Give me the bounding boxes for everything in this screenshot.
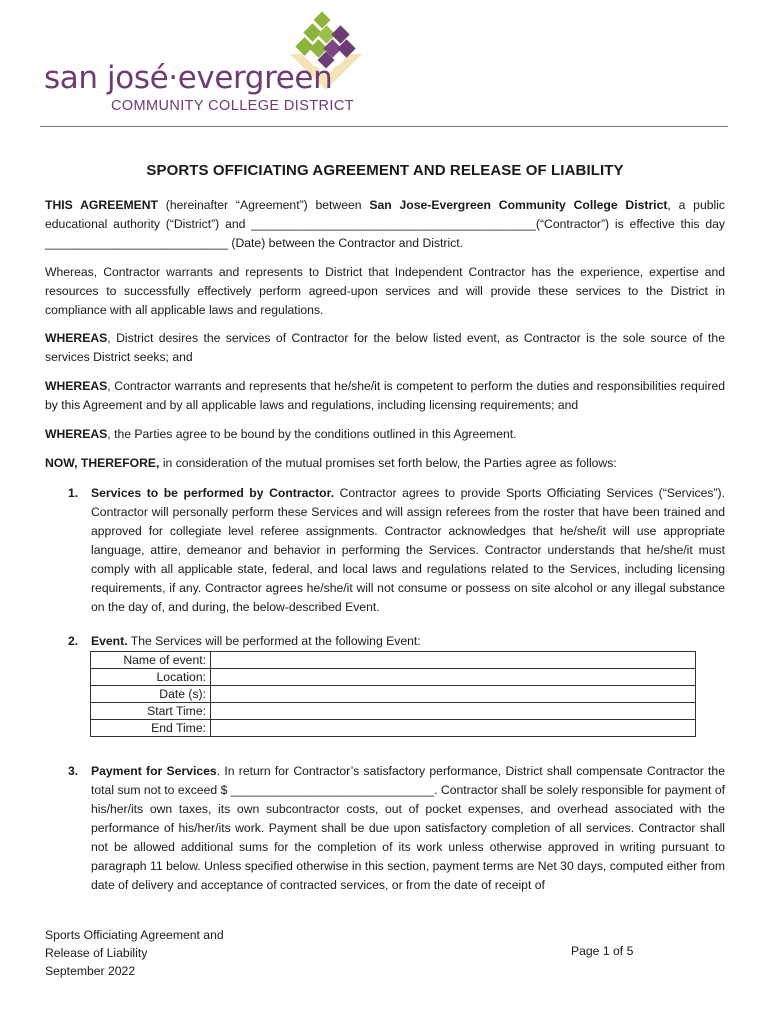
header-divider bbox=[40, 126, 728, 127]
start-time-field[interactable] bbox=[211, 703, 696, 720]
footer-line: Sports Officiating Agreement and bbox=[45, 928, 224, 942]
whereas-lead: WHEREAS bbox=[45, 427, 108, 441]
location-label: Location: bbox=[91, 669, 211, 686]
section-number: 3. bbox=[68, 764, 79, 778]
now-therefore-paragraph bbox=[45, 454, 725, 473]
page-title: SPORTS OFFICIATING AGREEMENT AND RELEASE OF LIABILITY bbox=[146, 162, 624, 179]
whereas-paragraph-1 bbox=[45, 329, 725, 367]
table-row bbox=[91, 703, 696, 720]
district-name: San Jose-Evergreen Community College District bbox=[369, 198, 668, 212]
end-time-field[interactable] bbox=[211, 720, 696, 737]
section-heading: Event. bbox=[91, 634, 128, 648]
intro-text-2: , a public educational authority (“District”) and __________________________________________(“Contractor”) is effective this day ___________________________ (Date) between the Contractor and District. bbox=[45, 198, 726, 250]
whereas-text: , Contractor warrants and represents that he/she/it is competent to perform the duties and responsibilities required by this Agreement and by all applicable laws and regulations, including licensing requirements; and bbox=[45, 379, 725, 412]
end-time-label: End Time: bbox=[91, 720, 211, 737]
section-number: 2. bbox=[68, 634, 79, 648]
intro-text-1: (hereinafter “Agreement”) between bbox=[157, 198, 370, 212]
table-row bbox=[91, 652, 696, 669]
table-row bbox=[91, 720, 696, 737]
event-name-field[interactable] bbox=[211, 652, 696, 669]
start-time-label: Start Time: bbox=[91, 703, 211, 720]
footer-line: September 2022 bbox=[45, 964, 136, 978]
whereas-paragraph-3 bbox=[45, 425, 725, 444]
dates-field[interactable] bbox=[211, 686, 696, 703]
whereas-text: , District desires the services of Contractor for the below listed event, as Contractor is the sole source of the services District seeks; and bbox=[45, 331, 725, 364]
section-body bbox=[91, 484, 725, 617]
footer-line: Release of Liability bbox=[45, 946, 148, 960]
intro-lead: THIS AGREEMENT bbox=[45, 198, 158, 212]
now-therefore-text: in consideration of the mutual promises set forth below, the Parties agree as follows: bbox=[159, 456, 617, 470]
footer-document-info bbox=[45, 926, 224, 980]
whereas-text: , the Parties agree to be bound by the conditions outlined in this Agreement. bbox=[107, 427, 517, 441]
logo-wordmark: san josé·evergreen bbox=[44, 60, 333, 96]
event-name-label: Name of event: bbox=[91, 652, 211, 669]
logo-subtitle: COMMUNITY COLLEGE DISTRICT bbox=[111, 98, 354, 114]
section-body bbox=[91, 632, 725, 651]
table-row bbox=[91, 686, 696, 703]
dates-label: Date (s): bbox=[91, 686, 211, 703]
location-field[interactable] bbox=[211, 669, 696, 686]
whereas-paragraph-2 bbox=[45, 377, 725, 415]
page-number: Page 1 of 5 bbox=[571, 944, 634, 958]
intro-paragraph bbox=[45, 196, 725, 253]
section-heading: Payment for Services bbox=[91, 764, 217, 778]
event-details-table bbox=[90, 651, 696, 737]
section-heading: Services to be performed by Contractor. bbox=[91, 486, 335, 500]
whereas-lead: WHEREAS bbox=[45, 379, 108, 393]
section-text: The Services will be performed at the following Event: bbox=[127, 634, 421, 648]
section-text: Contractor agrees to provide Sports Officiating Services (“Services”). Contractor will personally perform these Services and will assign referees from the roster that have been trained and approved for collegiate level referee assignments. Contractor acknowledges that he/she/it will use appropriate language, attire, demeanor and behavior in performing the Services. Contractor understands that he/she/it must comply with all applicable state, federal, and local laws and regulations related to the Services, including licensing requirements, if any. Contractor agrees he/she/it will not consume or possess on site alcohol or any illegal substance on the day of, and during, the below-described Event. bbox=[91, 486, 725, 614]
section-text: . In return for Contractor’s satisfactory performance, District shall compensate Contractor the total sum not to exceed $ ______________________________. Contractor shall be solely responsible for payment of his/her/its own taxes, its own subcontractor costs, out of pocket expenses, and overhead associated with the performance of his/her/its work. Payment shall be due upon satisfactory completion of all services. Contractor shall not be allowed additional sums for the completion of its work unless otherwise approved in writing pursuant to paragraph 11 below. Unless specified otherwise in this section, payment terms are Net 30 days, computed either from date of delivery and acceptance of contracted services, or from the date of receipt of bbox=[91, 764, 725, 892]
section-number: 1. bbox=[68, 486, 79, 500]
whereas-intro-paragraph: Whereas, Contractor warrants and represents to District that Independent Contractor has the experience, expertise and resources to successfully effectively perform agreed-upon services and will provide these services to the District in compliance with all applicable laws and regulations. bbox=[45, 265, 725, 317]
section-body bbox=[91, 762, 725, 895]
whereas-lead: WHEREAS bbox=[45, 331, 108, 345]
table-row bbox=[91, 669, 696, 686]
now-therefore-lead: NOW, THEREFORE, bbox=[45, 456, 160, 470]
